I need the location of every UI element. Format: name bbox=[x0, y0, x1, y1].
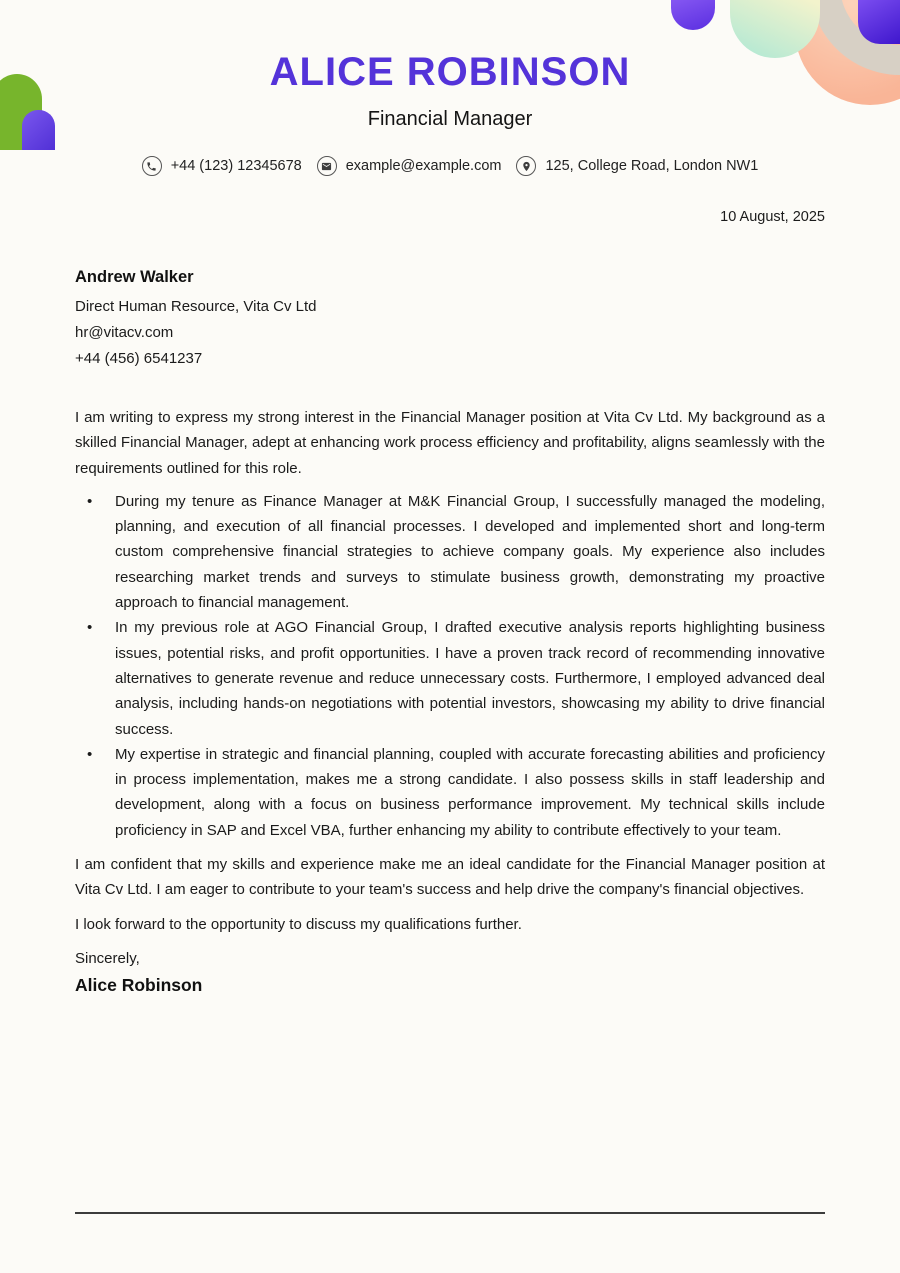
contact-phone-text: +44 (123) 12345678 bbox=[170, 158, 302, 174]
contact-info-row bbox=[0, 156, 900, 176]
contact-phone bbox=[142, 156, 302, 176]
bullet-item-1: • During my tenure as Finance Manager at M&K Financial Group, I successfully managed the modeling, planning, and execution of all financial processes. I developed and implemented short and long-term custom comprehensive financial strategies to achieve company goals. My experience also includes researching market trends and surveys to stimulate business growth, demonstrating my proactive approach to financial management. bbox=[115, 489, 825, 615]
experience-bullet-list bbox=[75, 489, 825, 843]
signature-name: Alice Robinson bbox=[75, 975, 203, 996]
intro-paragraph: I am writing to express my strong interest in the Financial Manager position at Vita Cv Ltd. My background as a skilled Financial Manager, adept at enhancing work process efficiency and profitability, aligns seamlessly with the requirements outlined for this role. bbox=[75, 409, 825, 477]
recipient-name: Andrew Walker bbox=[75, 268, 194, 286]
footer-divider-line bbox=[75, 1212, 825, 1214]
contact-address-text: 125, College Road, London NW1 bbox=[545, 158, 759, 174]
recipient-phone: +44 (456) 6541237 bbox=[75, 350, 203, 367]
bullet-item-2: • In my previous role at AGO Financial Group, I drafted executive analysis reports highlighting business issues, potential risks, and profit opportunities. I have a proven track record of recommending innovative alternatives to generate revenue and reduce unnecessary costs. Furthermore, I employed advanced deal analysis, including hands-on negotiations with potential investors, showcasing my ability to drive financial success. bbox=[115, 615, 825, 741]
recipient-role-company: Direct Human Resource, Vita Cv Ltd bbox=[75, 298, 317, 315]
letter-date: 10 August, 2025 bbox=[720, 209, 825, 225]
closing-paragraph-2: I look forward to the opportunity to discuss my qualifications further. bbox=[75, 915, 522, 933]
applicant-job-title: Financial Manager bbox=[367, 108, 533, 130]
envelope-icon bbox=[317, 156, 337, 176]
recipient-email: hr@vitacv.com bbox=[75, 324, 174, 341]
contact-address bbox=[516, 156, 758, 176]
signoff-text: Sincerely, bbox=[75, 949, 140, 967]
applicant-name-heading: ALICE ROBINSON bbox=[269, 50, 631, 94]
letter-body bbox=[0, 209, 900, 996]
recipient-block bbox=[75, 264, 825, 372]
contact-email-text: example@example.com bbox=[345, 158, 502, 174]
closing-paragraph-1: I am confident that my skills and experience make me an ideal candidate for the Financial Manager position at Vita Cv Ltd. I am eager to contribute to your team's success and help drive the company's financial objectives. bbox=[75, 856, 825, 899]
phone-icon bbox=[142, 156, 162, 176]
bullet-item-3: • My expertise in strategic and financial planning, coupled with accurate forecasting abilities and proficiency in process implementation, makes me a strong candidate. I also possess skills in staff leadership and development, along with a focus on business performance improvement. My technical skills include proficiency in SAP and Excel VBA, further enhancing my ability to contribute effectively to your team. bbox=[115, 742, 825, 843]
contact-email bbox=[317, 156, 502, 176]
location-pin-icon bbox=[516, 156, 536, 176]
